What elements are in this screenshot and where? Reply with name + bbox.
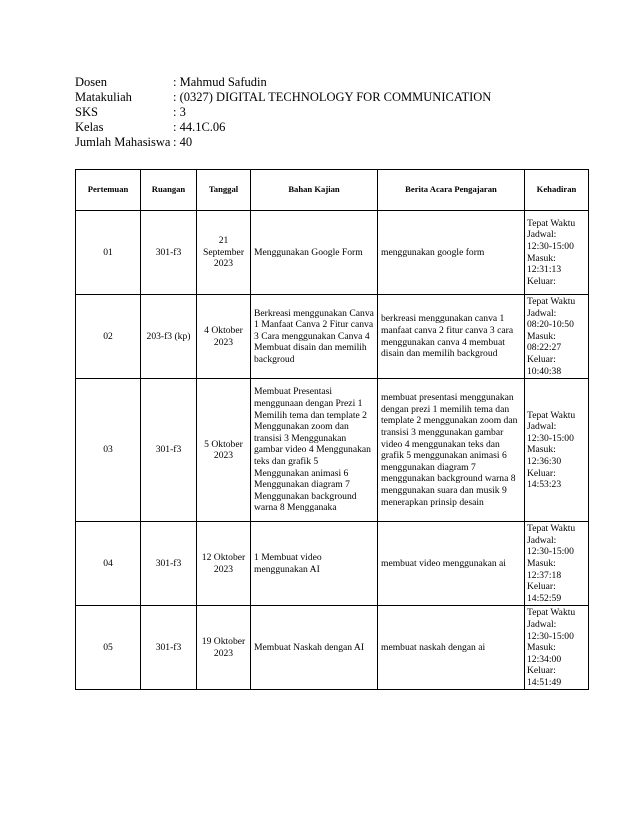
kehadiran-line: Jadwal:	[527, 229, 557, 241]
jumlah-mahasiswa-row	[75, 135, 491, 150]
kehadiran-line: 12:30-15:00	[527, 432, 574, 444]
cell-pertemuan: 03	[76, 379, 141, 522]
kelas-label: Kelas	[75, 120, 104, 134]
kehadiran-line: 12:30-15:00	[527, 546, 574, 558]
kehadiran-line: Jadwal:	[527, 307, 557, 319]
kehadiran-line: 14:52:59	[527, 592, 562, 604]
col-header-pertemuan: Pertemuan	[76, 170, 141, 211]
cell-bahan-kajian: Menggunakan Google Form	[251, 211, 378, 295]
cell-ruangan: 301-f3	[141, 606, 197, 690]
kehadiran-line: Jadwal:	[527, 421, 557, 433]
jumlah-mahasiswa-label: Jumlah Mahasiswa	[75, 135, 171, 149]
col-header-tanggal: Tanggal	[197, 170, 251, 211]
matakuliah-row	[75, 90, 491, 105]
kehadiran-line: Masuk:	[527, 444, 556, 456]
dosen-label: Dosen	[75, 75, 107, 89]
kehadiran-line: Masuk:	[527, 252, 556, 264]
kehadiran-line: Tepat Waktu	[527, 409, 576, 421]
cell-pertemuan: 01	[76, 211, 141, 295]
kehadiran-line: 12:34:00	[527, 653, 562, 665]
cell-kehadiran	[525, 522, 589, 606]
col-header-bahan-kajian: Bahan Kajian	[251, 170, 378, 211]
cell-kehadiran	[525, 379, 589, 522]
cell-tanggal: 12 Oktober 2023	[197, 522, 251, 606]
cell-bahan-kajian: 1 Membuat video menggunakan AI	[251, 522, 378, 606]
cell-ruangan: 301-f3	[141, 522, 197, 606]
attendance-table	[75, 169, 589, 690]
cell-kehadiran	[525, 606, 589, 690]
kehadiran-line: 12:30-15:00	[527, 630, 574, 642]
cell-tanggal: 4 Oktober 2023	[197, 295, 251, 379]
cell-ruangan: 301-f3	[141, 379, 197, 522]
kelas-value: : 44.1C.06	[173, 120, 226, 134]
kehadiran-line: Tepat Waktu	[527, 217, 576, 229]
kehadiran-line: 12:31:13	[527, 264, 562, 276]
kehadiran-line: Tepat Waktu	[527, 607, 576, 619]
kehadiran-line: Keluar:	[527, 275, 556, 287]
dosen-value: : Mahmud Safudin	[173, 75, 267, 89]
table-row	[76, 211, 589, 295]
kelas-row	[75, 120, 491, 135]
cell-pertemuan: 05	[76, 606, 141, 690]
table-row	[76, 379, 589, 522]
kehadiran-line: 08:20-10:50	[527, 319, 574, 331]
col-header-kehadiran: Kehadiran	[525, 170, 589, 211]
course-header	[75, 75, 491, 150]
kehadiran-line: 12:36:30	[527, 455, 562, 467]
kehadiran-line: Masuk:	[527, 330, 556, 342]
cell-bahan-kajian: Membuat Naskah dengan AI	[251, 606, 378, 690]
kehadiran-line: Masuk:	[527, 642, 556, 654]
kehadiran-line: 12:37:18	[527, 569, 562, 581]
sks-value: : 3	[173, 105, 186, 119]
table-row	[76, 295, 589, 379]
cell-tanggal: 21 September 2023	[197, 211, 251, 295]
cell-pertemuan: 04	[76, 522, 141, 606]
table-header-row	[76, 170, 589, 211]
kehadiran-line: 14:51:49	[527, 676, 562, 688]
matakuliah-label: Matakuliah	[75, 90, 132, 104]
cell-berita-acara: berkreasi menggunakan canva 1 manfaat canva 2 fitur canva 3 cara menggunakan canva 4 membuat disain dan memilih backgroud	[378, 295, 525, 379]
cell-berita-acara: membuat presentasi menggunakan dengan prezi 1 memilih tema dan template 2 menggunakan zoom dan transisi 3 menggunakan gambar video 4 menggunakan teks dan grafik 5 menggunakan animasi 6 menggunakan diagram 7 menggunakan background warna 8 menggunakan suara dan musik 9 menerapkan prinsip desain	[378, 379, 525, 522]
cell-berita-acara: menggunakan google form	[378, 211, 525, 295]
kehadiran-line: Tepat Waktu	[527, 296, 576, 307]
kehadiran-line: Jadwal:	[527, 618, 557, 630]
cell-kehadiran	[525, 211, 589, 295]
cell-tanggal: 5 Oktober 2023	[197, 379, 251, 522]
kehadiran-line: Tepat Waktu	[527, 523, 576, 535]
cell-berita-acara: membuat video menggunakan ai	[378, 522, 525, 606]
cell-tanggal: 19 Oktober 2023	[197, 606, 251, 690]
kehadiran-line: Keluar:	[527, 665, 556, 677]
cell-berita-acara: membuat naskah dengan ai	[378, 606, 525, 690]
cell-ruangan: 203-f3 (kp)	[141, 295, 197, 379]
kehadiran-line: 14:53:23	[527, 479, 562, 491]
col-header-berita-acara: Berita Acara Pengajaran	[378, 170, 525, 211]
jumlah-mahasiswa-value: : 40	[173, 135, 193, 149]
kehadiran-line: 12:30-15:00	[527, 240, 574, 252]
kehadiran-line: Keluar:	[527, 581, 556, 593]
dosen-row	[75, 75, 491, 90]
kehadiran-line: Jadwal:	[527, 534, 557, 546]
table-row	[76, 606, 589, 690]
kehadiran-line: Keluar:	[527, 353, 556, 365]
matakuliah-value: : (0327) DIGITAL TECHNOLOGY FOR COMMUNICATION	[173, 90, 492, 104]
cell-pertemuan: 02	[76, 295, 141, 379]
table-row	[76, 522, 589, 606]
kehadiran-line: Keluar:	[527, 467, 556, 479]
col-header-ruangan: Ruangan	[141, 170, 197, 211]
cell-bahan-kajian: Membuat Presentasi menggunaan dengan Prezi 1 Memilih tema dan template 2 Menggunakan zoom dan transisi 3 Menggunakan gambar video 4 Menggunakan teks dan grafik 5 Menggunakan animasi 6 Menggunakan diagram 7 Menggunakan background warna 8 Mengganaka	[251, 379, 378, 522]
kehadiran-line: 08:22:27	[527, 342, 562, 354]
cell-bahan-kajian: Berkreasi menggunakan Canva 1 Manfaat Canva 2 Fitur canva 3 Cara menggunakan Canva 4 Membuat disain dan memilih backgroud	[251, 295, 378, 379]
kehadiran-line: Masuk:	[527, 557, 556, 569]
sks-row	[75, 105, 491, 120]
cell-ruangan: 301-f3	[141, 211, 197, 295]
kehadiran-line: 10:40:38	[527, 365, 562, 377]
sks-label: SKS	[75, 105, 98, 119]
cell-kehadiran	[525, 295, 589, 379]
